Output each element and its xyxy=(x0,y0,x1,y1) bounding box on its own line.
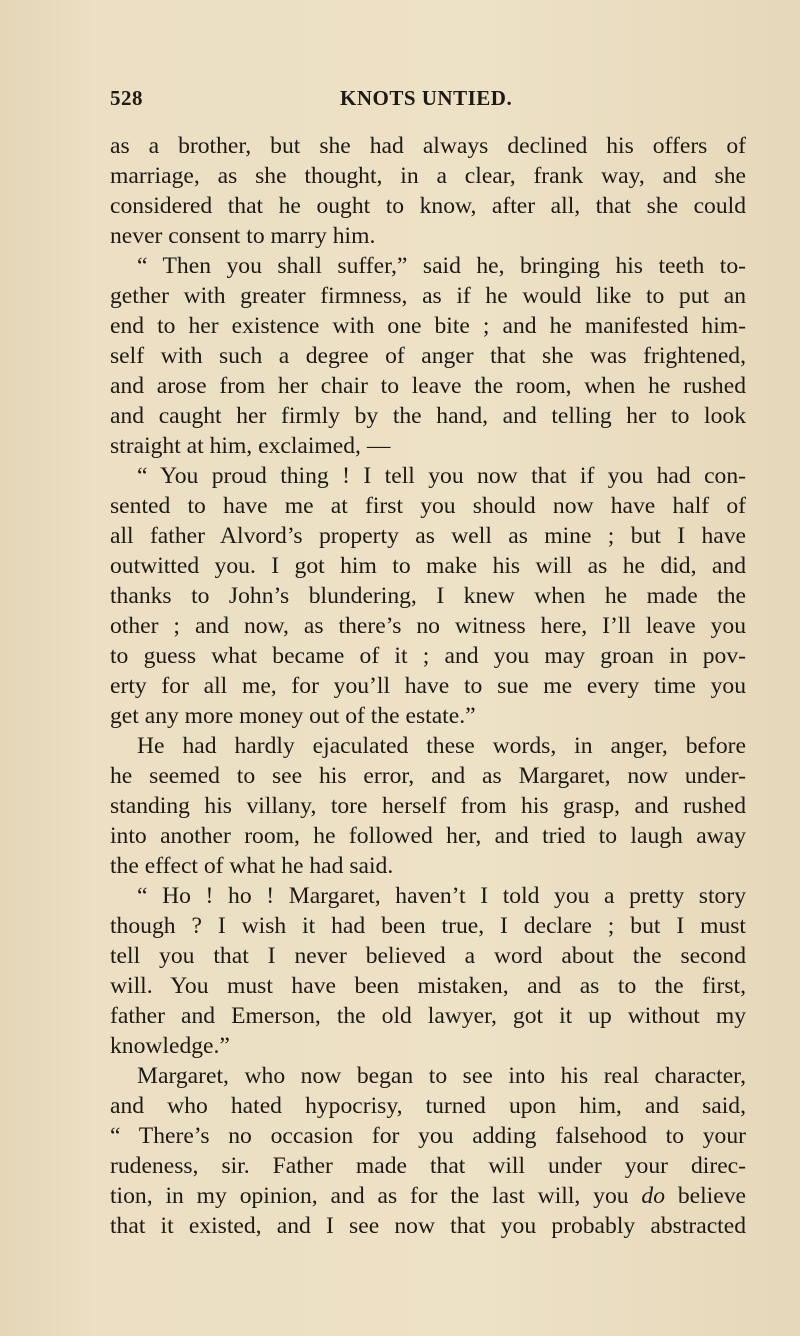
text-line: “ Then you shall suffer,” said he, bringing his teeth to- xyxy=(137,253,746,279)
text-line: all father Alvord’s property as well as mine ; but I have xyxy=(110,523,746,549)
text-line: “ You proud thing ! I tell you now that if you had con- xyxy=(137,463,746,489)
text-line: straight at him, exclaimed, — xyxy=(110,433,391,459)
text-line: end to her existence with one bite ; and he manifested him- xyxy=(110,313,746,339)
text-line: “ Ho ! ho ! Margaret, haven’t I told you a pretty story xyxy=(137,883,746,909)
text-line: gether with greater firmness, as if he would like to put an xyxy=(110,283,746,309)
text-line: other ; and now, as there’s no witness here, I’ll leave you xyxy=(110,613,746,639)
text-line: get any more money out of the estate.” xyxy=(110,703,476,729)
text-line: the effect of what he had said. xyxy=(110,853,394,879)
text-line: erty for all me, for you’ll have to sue me every time you xyxy=(110,673,746,699)
text-line: sented to have me at first you should now have half of xyxy=(110,493,746,519)
text-line: as a brother, but she had always declined his offers of xyxy=(110,133,746,159)
text-line: and who hated hypocrisy, turned upon him, and said, xyxy=(110,1093,746,1119)
text-line: that it existed, and I see now that you probably abstracted xyxy=(110,1213,746,1239)
text-line: “ There’s no occasion for you adding falsehood to your xyxy=(110,1123,746,1149)
page-number: 528 xyxy=(110,86,143,110)
text-line: and arose from her chair to leave the room, when he rushed xyxy=(110,373,746,399)
text-line: self with such a degree of anger that she was frightened, xyxy=(110,343,746,369)
text-line: Margaret, who now began to see into his real character, xyxy=(137,1063,746,1089)
text-line: to guess what became of it ; and you may groan in pov- xyxy=(110,643,746,669)
text-line: He had hardly ejaculated these words, in anger, before xyxy=(137,733,746,759)
body-text xyxy=(110,131,746,1241)
text-line: tell you that I never believed a word about the second xyxy=(110,943,746,969)
page-header xyxy=(110,86,750,116)
text-line: father and Emerson, the old lawyer, got it up without my xyxy=(110,1003,746,1029)
text-line: considered that he ought to know, after all, that she could xyxy=(110,193,746,219)
text-line: and caught her firmly by the hand, and telling her to look xyxy=(110,403,746,429)
text-line: marriage, as she thought, in a clear, frank way, and she xyxy=(110,163,746,189)
text-line: thanks to John’s blundering, I knew when he made the xyxy=(110,583,746,609)
text-line: never consent to marry him. xyxy=(110,223,376,249)
emphasis-word: do xyxy=(641,1183,665,1209)
text-line: into another room, he followed her, and tried to laugh away xyxy=(110,823,746,849)
text-line: rudeness, sir. Father made that will under your direc- xyxy=(110,1153,746,1179)
text-line: will. You must have been mistaken, and as to the first, xyxy=(110,973,746,999)
running-title: KNOTS UNTIED. xyxy=(340,86,513,110)
text-line: he seemed to see his error, and as Margaret, now under- xyxy=(110,763,746,789)
text-line: knowledge.” xyxy=(110,1033,230,1059)
text-line: outwitted you. I got him to make his will as he did, and xyxy=(110,553,746,579)
text-line: standing his villany, tore herself from his grasp, and rushed xyxy=(110,793,746,819)
text-line: tion, in my opinion, and as for the last will, you do believe xyxy=(110,1183,746,1209)
text-line: though ? I wish it had been true, I declare ; but I must xyxy=(110,913,746,939)
